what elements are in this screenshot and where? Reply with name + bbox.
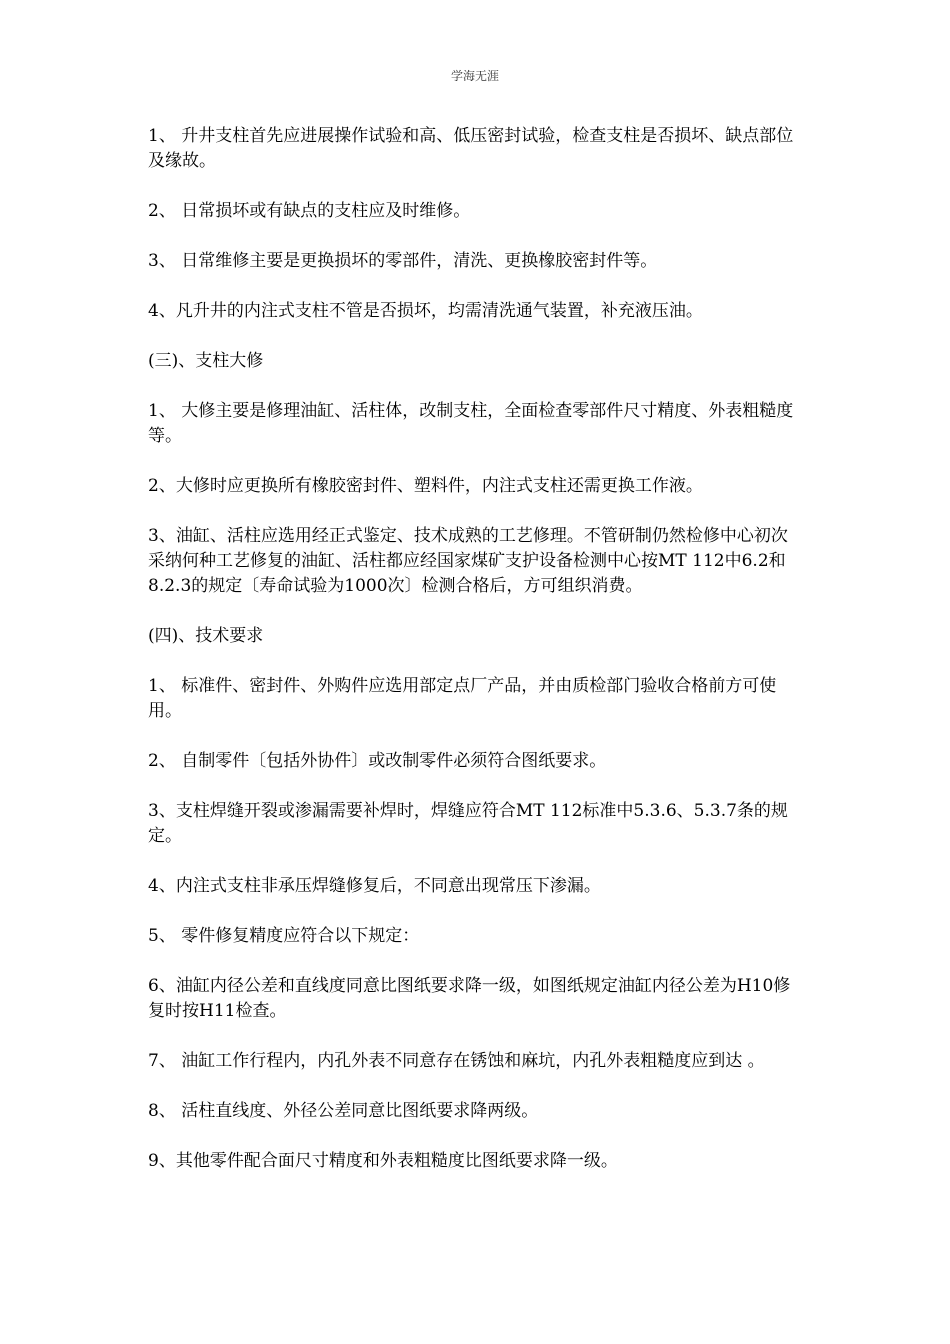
paragraph-1: 1、 升井支柱首先应进展操作试验和高、低压密封试验，检查支柱是否损坏、缺点部位及缘故。 bbox=[148, 126, 794, 171]
paragraph-12: 5、 零件修复精度应符合以下规定： bbox=[148, 926, 420, 946]
paragraph-11: 4、内注式支柱非承压焊缝修复后，不同意出现常压下渗漏。 bbox=[148, 876, 601, 896]
paragraph-10: 3、支柱焊缝开裂或渗漏需要补焊时，焊缝应符合MT 112标准中5.3.6、5.3.7条的规定。 bbox=[148, 801, 788, 846]
paragraph-8: 1、 标准件、密封件、外购件应选用部定点厂产品，并由质检部门验收合格前方可使用。 bbox=[148, 676, 777, 721]
page-header: 学海无涯 bbox=[450, 69, 499, 83]
paragraph-5: 1、 大修主要是修理油缸、活柱体，改制支柱，全面检查零部件尺寸精度、外表粗糙度等。 bbox=[148, 401, 794, 446]
section-heading-4: (四)、技术要求 bbox=[148, 626, 264, 646]
paragraph-6: 2、大修时应更换所有橡胶密封件、塑料件，内注式支柱还需更换工作液。 bbox=[148, 476, 703, 496]
paragraph-14: 7、 油缸工作行程内，内孔外表不同意存在锈蚀和麻坑，内孔外表粗糙度应到达 。 bbox=[148, 1051, 765, 1071]
paragraph-2: 2、 日常损坏或有缺点的支柱应及时维修。 bbox=[148, 201, 471, 221]
paragraph-15: 8、 活柱直线度、外径公差同意比图纸要求降两级。 bbox=[148, 1101, 539, 1121]
paragraph-4: 4、凡升井的内注式支柱不管是否损坏，均需清洗通气装置，补充液压油。 bbox=[148, 301, 703, 321]
paragraph-3: 3、 日常维修主要是更换损坏的零部件，清洗、更换橡胶密封件等。 bbox=[148, 251, 658, 271]
document-body bbox=[148, 124, 800, 1199]
section-heading-3: (三)、支柱大修 bbox=[148, 351, 264, 371]
paragraph-9: 2、 自制零件〔包括外协件〕或改制零件必须符合图纸要求。 bbox=[148, 751, 607, 771]
paragraph-7: 3、油缸、活柱应选用经正式鉴定、技术成熟的工艺修理。不管研制仍然检修中心初次采纳何种工艺修复的油缸、活柱都应经国家煤矿支护设备检测中心按MT 112中6.2和8.2.3的规定〔寿命试验为1000次〕检测合格后，方可组织消费。 bbox=[148, 526, 788, 596]
paragraph-16: 9、其他零件配合面尺寸精度和外表粗糙度比图纸要求降一级。 bbox=[148, 1151, 618, 1171]
paragraph-13: 6、油缸内径公差和直线度同意比图纸要求降一级，如图纸规定油缸内径公差为H10修复时按H11检查。 bbox=[148, 976, 791, 1021]
